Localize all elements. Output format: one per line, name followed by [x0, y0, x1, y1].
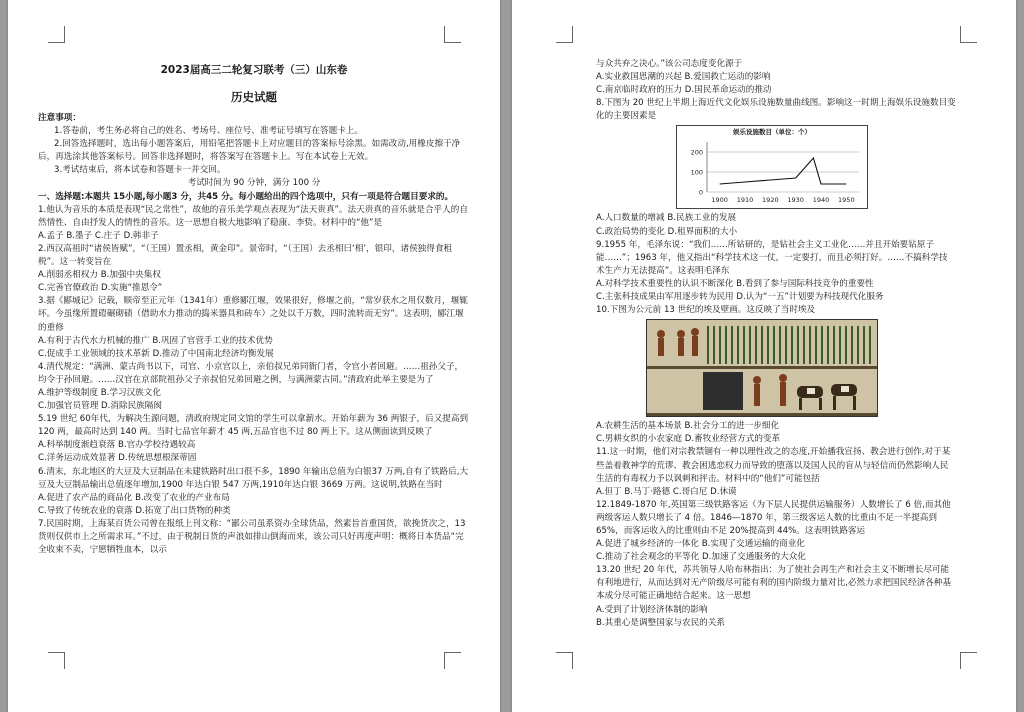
notice-item: 1.答卷前，考生务必将自己的姓名、考场号、座位号、准考证号填写在答题卡上。 [54, 126, 363, 137]
question-stem: 8.下图为 20 世纪上半期上海近代文化娱乐设施数量曲线图。影响这一时期上海娱乐设施数目变化的主要因素是 [596, 98, 956, 122]
question-stem: 4.清代规定：“满洲、蒙古尚书以下，司官、小京官以上，亲伯叔兄弟同衙门者，令官小者回避。……祖孙父子，均令于孙回避。……汉官在京部院祖孙父子亲叔伯兄弟回避之例，与满洲蒙古同。”清政府此举主要是为了 [38, 361, 464, 385]
question-options: A.科举制度渐趋衰落 B.官办学校待遇较高 C.洋务运动成效显著 D.传统思想根深蒂固 [38, 440, 197, 464]
crop-mark [960, 26, 977, 43]
entertainment-facilities-chart [676, 125, 868, 209]
y-tick-label: 200 [690, 148, 703, 157]
left-page-content [38, 60, 470, 557]
notice-heading: 注意事项： [38, 113, 81, 123]
crop-mark [960, 652, 977, 669]
question-stem: 6.清末，东北地区的大豆及大豆制品在未建铁路时出口很不多，1890 年输出总值为白银37 万两,自有了铁路后,大豆及大豆制品输出总值逐年增加,1900 年达白银 547 万两,1910年达白银 3669 万两。这说明,铁路在当时 [38, 466, 469, 490]
line-chart-svg [677, 126, 867, 208]
question-stem: 7.民国时期，上海某百货公司曾在报纸上刊文称：“鄙公司虽系资办全球货品，然素旨首重国货，欲挽货次之，13 货则仅供市上之所需求耳。”不过，由于税制日货的声浪如排山倒海而来，该公司只好再度声明：概将日本货品“完全收束不卖，宁愿牺牲血本，以示 [38, 518, 466, 556]
question-stem: 11.这一时期，他们对宗教禁锢有一种以理性改之的态度,开始播我宣扬、教会进行创作,对于某些盖着教神学的荒谬、教会困逃恋权力而导致的堕落以及国人民的盲从与轻信而仍然影响人民生活的有毒权力予以讽刺和抨击。材料中的“他们”可能包括 [596, 447, 951, 484]
question-options: A.人口数量的增减 B.民族工业的发展 C.政治局势的变化 D.租界面积的大小 [596, 213, 738, 237]
x-tick-label: 1940 [812, 196, 830, 205]
chart-title: 娱乐设施数目（单位：个） [733, 128, 811, 137]
exam-time: 考试时间为 90 分钟，满分 100 分 [187, 178, 321, 189]
question-options: A.孟子 B.墨子 C.庄子 D.韩非子 [38, 230, 159, 241]
y-tick-label: 100 [690, 168, 703, 177]
crop-mark [48, 26, 65, 43]
question-options: A.促进了农产品的商品化 B.改变了农业的产业布局 C.导致了传统农业的衰落 D.拓宽了出口货物的种类 [38, 492, 231, 516]
question-stem: 10.下图为公元前 13 世纪的埃及壁画。这反映了当时埃及 [596, 305, 816, 316]
x-tick-label: 1930 [787, 196, 804, 205]
x-tick-label: 1920 [762, 196, 779, 205]
right-page-content [596, 58, 956, 630]
question-options: A.促进了城乡经济的一体化 B.实现了交通运输的商业化 C.推动了社会观念的平等化 D.加速了交通服务的大众化 [596, 539, 806, 563]
x-tick-label: 1900 [711, 196, 728, 205]
fresco-illustration [647, 320, 877, 416]
crop-mark [556, 26, 573, 43]
exam-title: 2023届高三二轮复习联考（三）山东卷 [160, 64, 348, 76]
crop-mark [556, 652, 573, 669]
x-tick-label: 1950 [838, 196, 855, 205]
series-line [720, 158, 847, 184]
question-options: A.实业救国思潮的兴起 B.爱国救亡运动的影响 C.南京临时政府的压力 D.国民革命运动的推动 [596, 72, 772, 96]
notice-item: 3.考试结束后，将本试卷和答题卡一并交回。 [54, 165, 226, 176]
subject-title: 历史试题 [231, 90, 277, 104]
section-heading: 一、选择题:本题共 15小题,每小题3 分，共45 分。每小题给出的四个选项中，只有一项是符合题目要求的。 [38, 191, 454, 202]
y-tick-label: 0 [698, 188, 703, 197]
notice-item: 2.回答选择题时，选出每小题答案后，用铅笔把答题卡上对应题目的答案标号涂黑。如需改动,用橡皮擦干净后，再选涂其他答案标号。回答非选择题时，将答案写在答题卡上。写在本试卷上无效。 [38, 139, 461, 163]
question-stem: 2.西汉高祖时“诸侯皆赋”，“（王国）置丞相，黄金印”。景帝时，“（王国）去丞相曰‘相’，银印，诸侯独得食租税”。这一转变旨在 [38, 243, 453, 268]
right-page [512, 0, 1016, 712]
question-stem: 13.20 世纪 20 年代，苏共领导人哈布林指出：为了使社会再生产和社会主义不断增长尽可能有利地进行，从而达到对无产阶级尽可能有利的国内阶级力量对比,必然力求把国民经济各种基本成分尽可能正确地结合起来。这一思想 [596, 565, 952, 602]
x-tick-label: 1910 [736, 196, 754, 205]
question-stem: 9.1955 年，毛泽东说：“我们……所钻研的，是钻社会主义工业化……并且开始要钻原子能……”；1963 年，他又指出“科学技术这一仗，一定要打，而且必须打好。……不搞科学技术生产力无法提高”。这表明毛泽东 [596, 239, 948, 276]
egyptian-fresco-image [646, 319, 878, 417]
left-page [8, 0, 500, 712]
question-stem: 1.他认为音乐的本质是表现“民之常性”，故他的音乐美学观点表现为“法天贵真”。法天贵真的音乐就是合乎人的自然情性、自由抒发人的情性的音乐。这一思想自极大地影响了稳康、李贽。材料中的“他”是 [38, 204, 468, 228]
question-options: A.受到了计划经济体制的影响 B.其重心是调整国家与农民的关系 [596, 604, 725, 628]
crop-mark [444, 26, 461, 43]
crop-mark [444, 652, 461, 669]
question-options: A.有利于古代水力机械的推广 B.巩固了官营手工业的技术优势 C.促成手工业领域的技术革新 D.推动了中国南北经济均衡发展 [38, 335, 274, 359]
question-stem: 12.1849-1870 年,英国第三级铁路客运（为下层人民提供运输服务）人数增长了 6 倍,而其他两级客运人数只增长了 4 倍。1846—1870 年，第三级客运人数的比重由不足一半提高到 65%，而客运收入的比重则由不足 20%提高到 44%。这表明铁路客运 [596, 499, 951, 536]
question-stem: 5.19 世纪 60年代，为解决生源问题，清政府规定同文馆的学生可以拿薪水。开始年薪为 36 两银子，后又提高到 120 两，最高时达到 140 两。当时七品官年薪才 45 两,五品官也不过 80 两上下。这从侧面读到反映了 [38, 414, 469, 438]
crop-mark [48, 652, 65, 669]
question-options: A.维护等级制度 B.学习汉族文化 C.加强官员管理 D.消除民族隔阂 [38, 387, 162, 412]
question-stem-continued: 与众共弃之决心。”该公司态度变化源于 [596, 59, 743, 69]
question-options: A.农耕生活的基本场景 B.社会分工的进一步细化 C.男耕女织的小农家庭 D.畜牧业经营方式的变革 [596, 421, 781, 445]
question-options: A.但丁 B.马丁·路德 C.哥白尼 D.休谟 [596, 486, 737, 497]
question-stem: 3.据《郾城记》记载，顺帝至正元年（1341年）重修郾江堰，效果很好，修堰之前，“常岁获水之用仅数月，堰辄坏。今虽缘所置磑碾砌碛（借助水力推动的捣米器具和砖车）之处以千万数，四时流转而无穷”。这表明，郾江堰的重修 [38, 296, 468, 333]
question-options: A.对科学技术重要性的认识不断深化 B.看到了参与国际科技竞争的重要性 C.主张科技成果由军用逐步转为民用 D.认为“一五”计划要为科技现代化服务 [596, 278, 884, 303]
question-options: A.削弱丞相权力 B.加强中央集权 C.完善官僚政治 D.实施“推恩令” [38, 270, 163, 294]
